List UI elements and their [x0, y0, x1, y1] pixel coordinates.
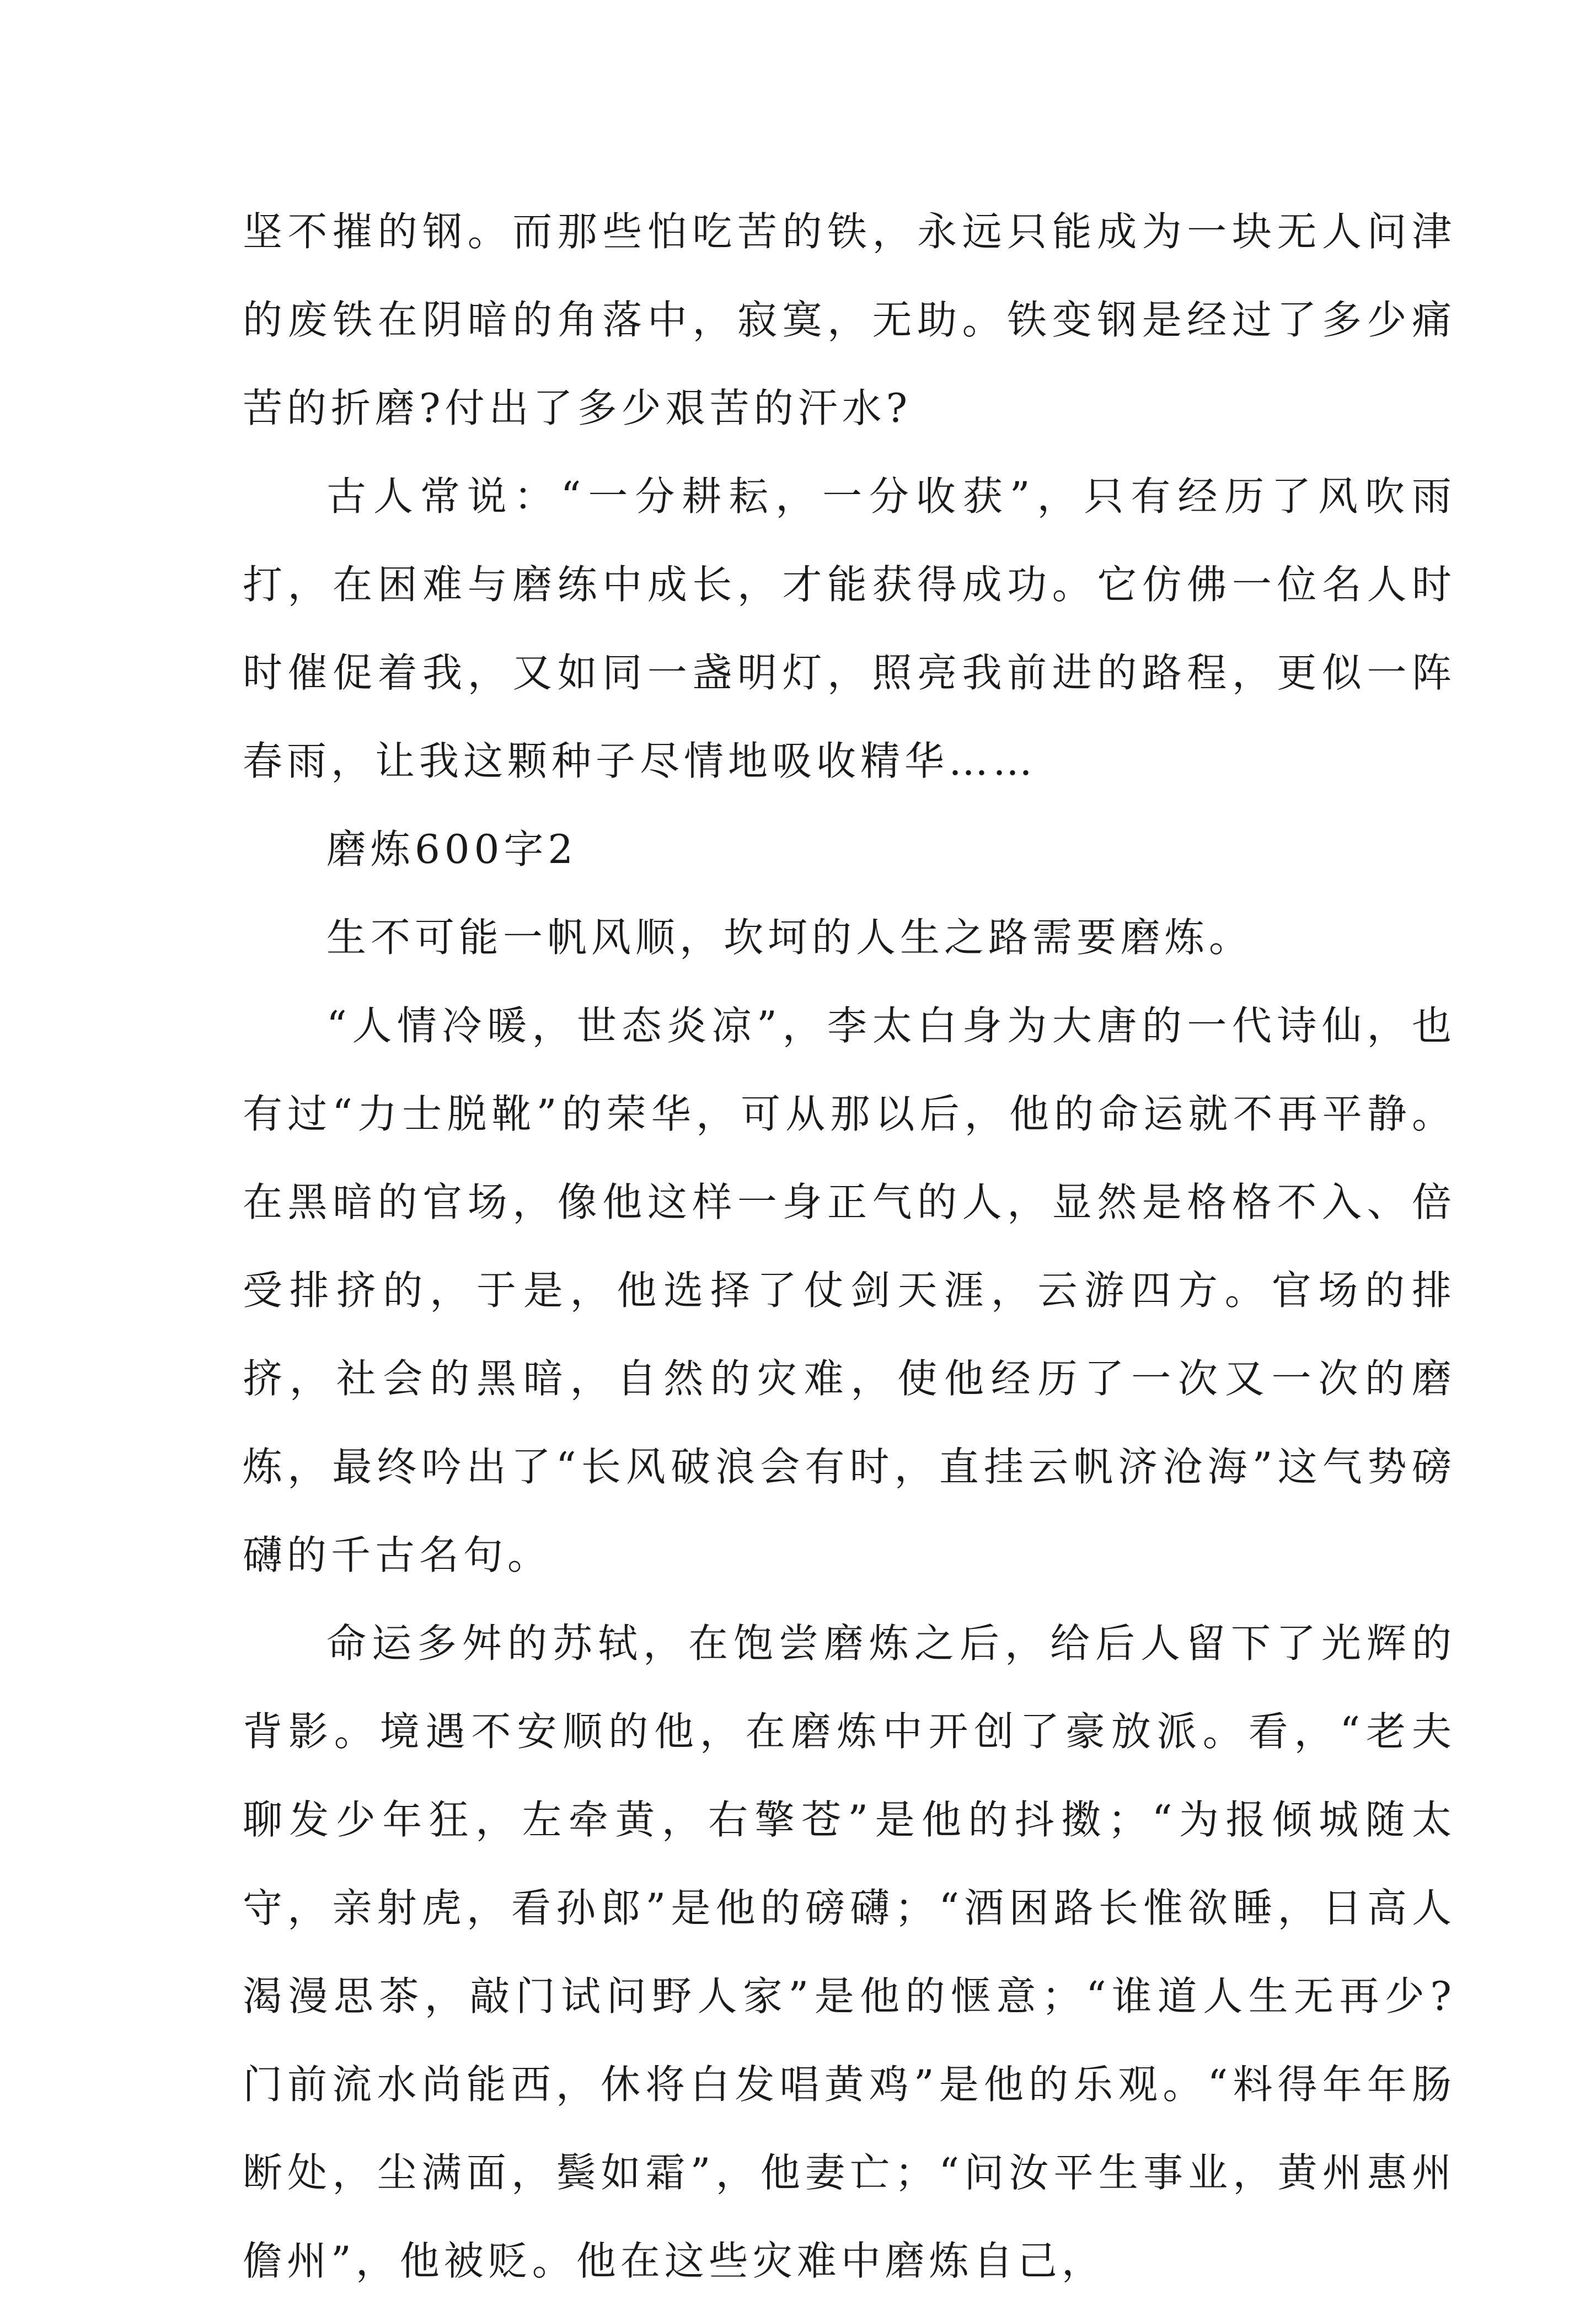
paragraph-4: “人情冷暖，世态炎凉”，李太白身为大唐的一代诗仙，也有过“力士脱靴”的荣华，可从那以后，他的命运就不再平静。在黑暗的官场，像他这样一身正气的人，显然是格格不入、倍受排挤的，于是，他选择了仗剑天涯，云游四方。官场的排挤，社会的黑暗，自然的灾难，使他经历了一次又一次的磨炼，最终吟出了“长风破浪会有时，直挂云帆济沧海”这气势磅礴的千古名句。: [243, 1003, 1456, 1578]
paragraph-3: 生不可能一帆风顺，坎坷的人生之路需要磨炼。: [326, 914, 1254, 961]
paragraph-5: 命运多舛的苏轼，在饱尝磨炼之后，给后人留下了光辉的背影。境遇不安顺的他，在磨炼中开创了豪放派。看，“老夫聊发少年狂，左牵黄，右擎苍”是他的抖擞；“为报倾城随太守，亲射虎，看孙郎”是他的磅礴；“酒困路长惟欲睡，日高人渴漫思茶，敲门试问野人家”是他的惬意；“谁道人生无再少?门前流水尚能西，休将白发唱黄鸡”是他的乐观。“料得年年肠断处，尘满面，鬓如霜”，他妻亡；“问汝平生事业，黄州惠州儋州”，他被贬。他在这些灾难中磨炼自己，: [243, 1620, 1456, 2284]
section-heading: 磨炼600字2: [326, 826, 578, 872]
paragraph-1: 坚不摧的钢。而那些怕吃苦的铁，永远只能成为一块无人问津的废铁在阴暗的角落中，寂寞，无助。铁变钢是经过了多少痛苦的折磨?付出了多少艰苦的汗水?: [243, 208, 1456, 431]
body-text: [243, 187, 1456, 2305]
paragraph-2: 古人常说：“一分耕耘，一分收获”，只有经历了风吹雨打，在困难与磨练中成长，才能获得成功。它仿佛一位名人时时催促着我，又如同一盏明灯，照亮我前进的路程，更似一阵春雨，让我这颗种子尽情地吸收精华……: [243, 473, 1456, 784]
